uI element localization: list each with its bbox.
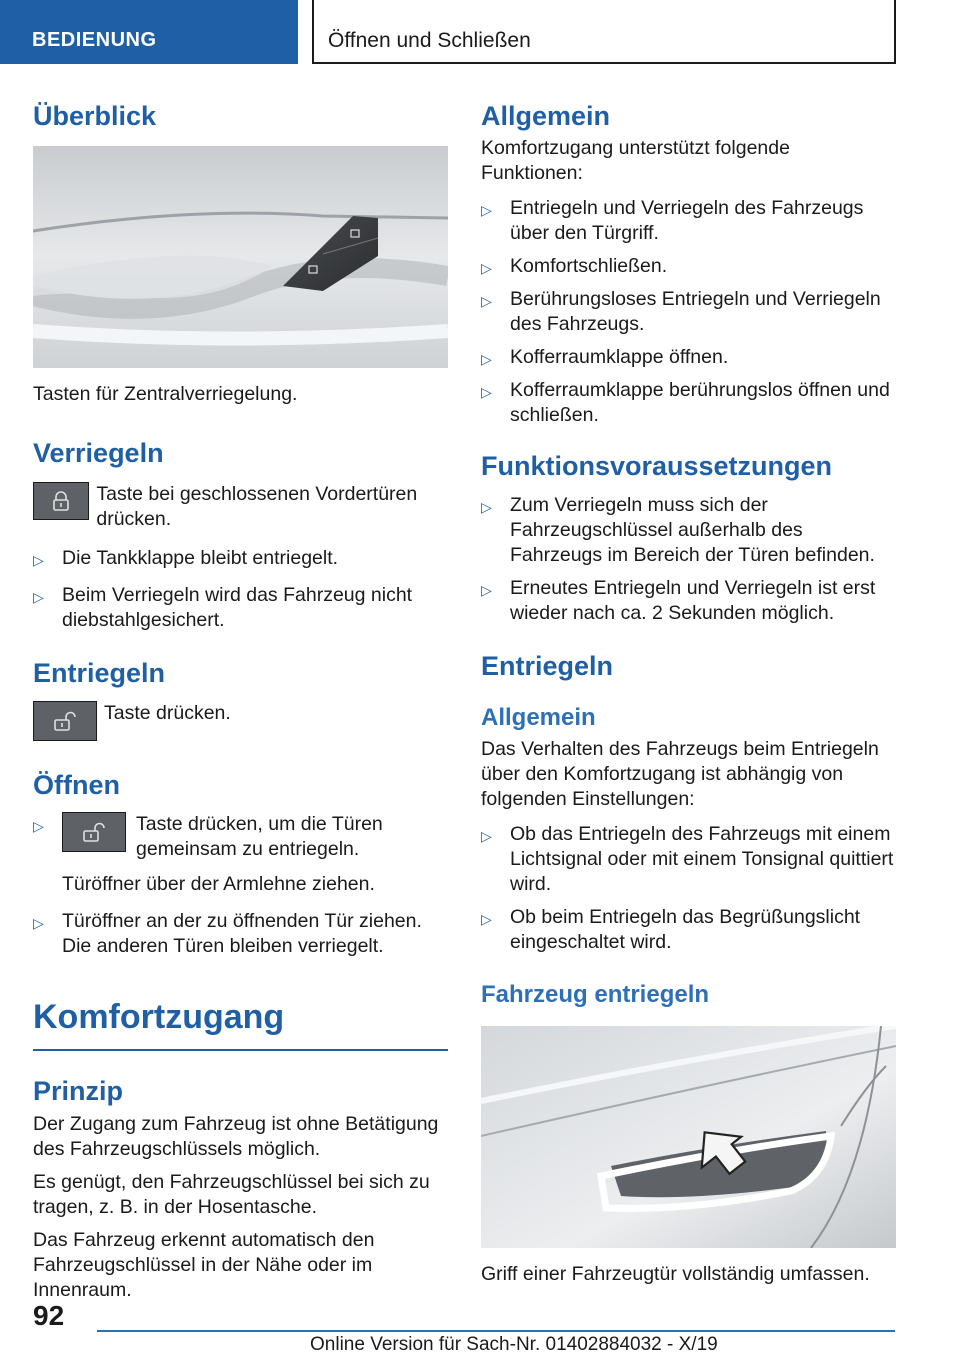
heading-oeffnen: Öffnen — [33, 770, 120, 801]
heading-fahrzeug-entriegeln: Fahrzeug entriegeln — [481, 980, 710, 1008]
triangle-right-icon: ▷ — [33, 588, 44, 605]
list-item: ▷ Taste drücken, um die Türen gemeinsam zu entriegeln. Türöffner über der Armlehne ziehen. — [33, 812, 383, 895]
list-item: ▷ Ob beim Entriegeln das Begrüßungslicht eingeschaltet wird. — [481, 905, 861, 953]
triangle-right-icon: ▷ — [481, 202, 492, 219]
heading-entriegeln-right: Entriegeln — [481, 650, 614, 681]
unlock-button-graphic — [33, 701, 97, 741]
list-item: ▷ Ob das Entriegeln des Fahrzeugs mit einem Lichtsignal oder mit einem Tonsignal quittiert wird. — [481, 822, 894, 895]
section-divider — [33, 1049, 448, 1051]
triangle-right-icon: ▷ — [481, 827, 492, 844]
page-header-title: Öffnen und Schließen — [312, 0, 896, 64]
list-item: ▷ Die Tankklappe bleibt entriegelt. — [33, 546, 448, 571]
unlock-button-graphic — [62, 812, 126, 852]
prinzip-paragraph: Der Zugang zum Fahrzeug ist ohne Betätigung des Fahrzeugschlüssels möglich. — [33, 1112, 439, 1160]
image-caption-right: Griff einer Fahrzeugtür vollständig umfassen. — [481, 1262, 870, 1285]
entriegeln-text: Taste drücken. — [104, 702, 231, 725]
footer-online-version: Online Version für Sach-Nr. 01402884032 - X/19 — [310, 1334, 718, 1355]
triangle-right-icon: ▷ — [33, 817, 44, 834]
triangle-right-icon: ▷ — [481, 351, 492, 368]
door-handle-buttons-image — [33, 146, 448, 368]
allgemein2-text: Das Verhalten des Fahrzeugs beim Entriegeln über den Komfortzugang ist abhängig von folgenden Einstellungen: — [481, 737, 879, 810]
list-item: ▷ Berührungsloses Entriegeln und Verriegeln des Fahrzeugs. — [481, 288, 881, 336]
lock-open-icon — [82, 822, 106, 842]
page-number: 92 — [33, 1300, 65, 1331]
list-item: ▷ Erneutes Entriegeln und Verriegeln ist erst wieder nach ca. 2 Sekunden möglich. — [481, 576, 876, 624]
heading-ueberblick: Überblick — [33, 101, 157, 131]
triangle-right-icon: ▷ — [481, 498, 492, 515]
triangle-right-icon: ▷ — [33, 914, 44, 931]
triangle-right-icon: ▷ — [481, 581, 492, 598]
list-item: ▷ Beim Verriegeln wird das Fahrzeug nicht diebstahlgesichert. — [33, 583, 413, 631]
triangle-right-icon: ▷ — [481, 293, 492, 310]
left-column — [33, 100, 448, 1303]
right-column — [481, 100, 897, 1287]
heading-komfortzugang: Komfortzugang — [33, 997, 285, 1036]
door-handle-image — [481, 1026, 896, 1248]
list-item: ▷ Kofferraumklappe öffnen. — [481, 345, 897, 370]
heading-verriegeln: Verriegeln — [33, 438, 164, 469]
list-item: ▷ Kofferraumklappe berührungslos öffnen und schließen. — [481, 379, 890, 427]
lock-closed-icon — [52, 491, 70, 511]
triangle-right-icon: ▷ — [33, 551, 44, 568]
heading-allgemein-sub: Allgemein — [481, 704, 596, 732]
heading-entriegeln-left: Entriegeln — [33, 657, 166, 688]
list-item: ▷ Komfortschließen. — [481, 254, 897, 279]
heading-funktionsvoraussetzungen: Funktionsvoraussetzungen — [481, 451, 833, 482]
triangle-right-icon: ▷ — [481, 260, 492, 277]
prinzip-paragraph: Es genügt, den Fahrzeugschlüssel bei sich zu tragen, z. B. in der Hosentasche. — [33, 1170, 430, 1218]
allgemein-intro: Komfortzugang unterstützt folgende Funktionen: — [481, 137, 790, 185]
heading-allgemein: Allgemein — [481, 101, 611, 131]
list-item: ▷ Entriegeln und Verriegeln des Fahrzeugs über den Türgriff. — [481, 197, 864, 245]
triangle-right-icon: ▷ — [481, 384, 492, 401]
lock-button-graphic — [33, 482, 89, 520]
heading-prinzip: Prinzip — [33, 1076, 124, 1107]
section-tab: BEDIENUNG — [0, 0, 298, 64]
triangle-right-icon: ▷ — [481, 910, 492, 927]
prinzip-paragraph: Das Fahrzeug erkennt automatisch den Fahrzeugschlüssel in der Nähe oder im Innenraum. — [33, 1228, 375, 1301]
footer-divider — [97, 1330, 895, 1332]
verriegeln-text: Taste bei geschlossenen Vordertüren drücken. — [96, 482, 418, 530]
lock-open-icon — [53, 711, 77, 731]
image-caption-left: Tasten für Zentralverriegelung. — [33, 383, 298, 406]
list-item: ▷ Türöffner an der zu öffnenden Tür ziehen. Die anderen Türen bleiben verriegelt. — [33, 909, 422, 957]
list-item: ▷ Zum Verriegeln muss sich der Fahrzeugschlüssel außerhalb des Fahrzeugs im Bereich der Türen befinden. — [481, 493, 875, 566]
